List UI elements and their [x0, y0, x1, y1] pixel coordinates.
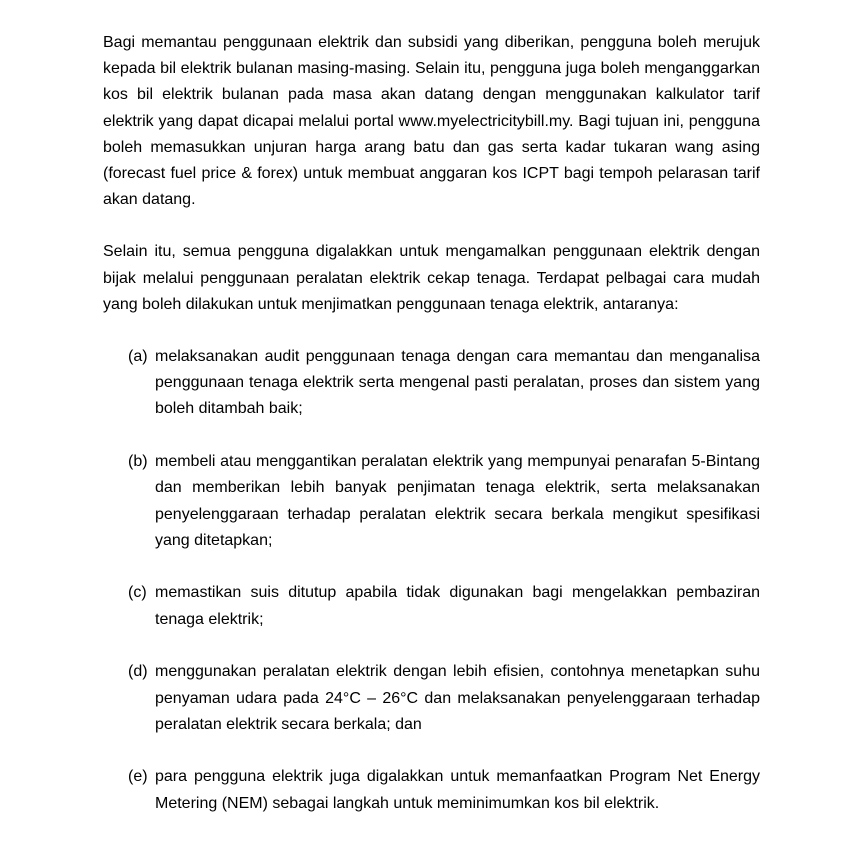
- energy-saving-tips-list: [103, 344, 760, 817]
- list-marker: (d): [128, 663, 148, 681]
- paragraph-energy-saving-intro: Selain itu, semua pengguna digalakkan untuk mengamalkan penggunaan elektrik dengan bijak melalui penggunaan peralatan elektrik cekap tenaga. Terdapat pelbagai cara mudah yang boleh dilakukan untuk menjimatkan penggunaan tenaga elektrik, antaranya:: [103, 243, 760, 313]
- document-page: [103, 30, 760, 843]
- list-item-d: [103, 659, 760, 738]
- list-marker: (c): [128, 584, 147, 602]
- list-item-text: membeli atau menggantikan peralatan elektrik yang mempunyai penarafan 5-Bintang dan memberikan lebih banyak penjimatan tenaga elektrik, serta melaksanakan penyelenggaraan terhadap peralatan elektrik secara berkala mengikut spesifikasi yang ditetapkan;: [155, 453, 760, 549]
- list-item-c: [103, 580, 760, 632]
- list-item-text: memastikan suis ditutup apabila tidak digunakan bagi mengelakkan pembaziran tenaga elektrik;: [155, 584, 760, 628]
- list-item-b: [103, 449, 760, 554]
- list-item-a: [103, 344, 760, 423]
- list-marker: (b): [128, 453, 148, 471]
- list-item-text: melaksanakan audit penggunaan tenaga dengan cara memantau dan menganalisa penggunaan tenaga elektrik serta mengenal pasti peralatan, proses dan sistem yang boleh ditambah baik;: [155, 348, 760, 418]
- list-marker: (a): [128, 348, 148, 366]
- list-marker: (e): [128, 768, 148, 786]
- list-item-e: [103, 764, 760, 816]
- paragraph-monitoring-bill: Bagi memantau penggunaan elektrik dan subsidi yang diberikan, pengguna boleh merujuk kepada bil elektrik bulanan masing-masing. Selain itu, pengguna juga boleh menganggarkan kos bil elektrik bulanan pada masa akan datang dengan menggunakan kalkulator tarif elektrik yang dapat dicapai melalui portal www.myelectricitybill.my. Bagi tujuan ini, pengguna boleh memasukkan unjuran harga arang batu dan gas serta kadar tukaran wang asing (forecast fuel price & forex) untuk membuat anggaran kos ICPT bagi tempoh pelarasan tarif akan datang.: [103, 34, 760, 209]
- list-item-text: menggunakan peralatan elektrik dengan lebih efisien, contohnya menetapkan suhu penyaman udara pada 24°C – 26°C dan melaksanakan penyelenggaraan terhadap peralatan elektrik secara berkala; dan: [155, 663, 760, 733]
- list-item-text: para pengguna elektrik juga digalakkan untuk memanfaatkan Program Net Energy Metering (NEM) sebagai langkah untuk meminimumkan kos bil elektrik.: [155, 768, 760, 812]
